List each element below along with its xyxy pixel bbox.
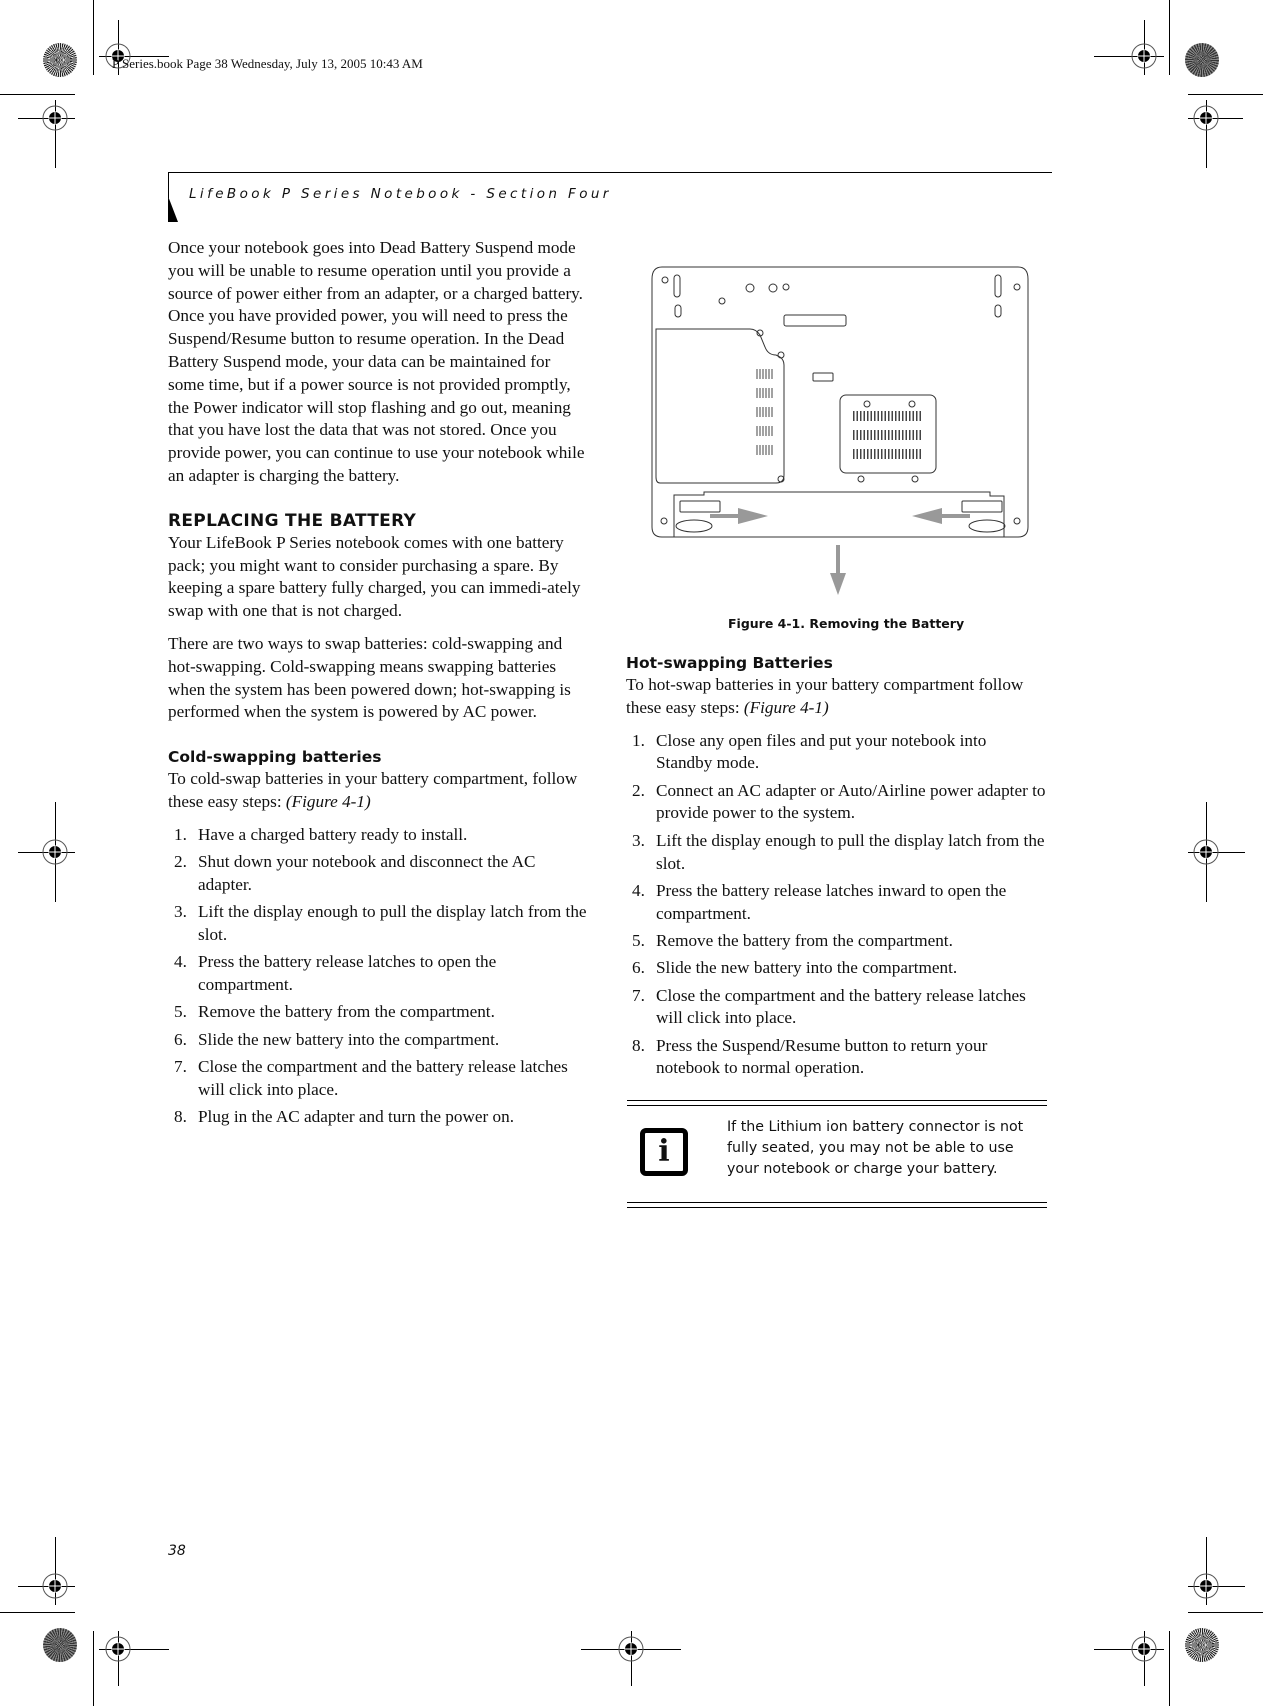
cold-swap-intro <box>168 768 588 814</box>
section-heading: REPLACING THE BATTERY <box>168 510 417 531</box>
step-text: Have a charged battery ready to install. <box>198 824 468 844</box>
figure-reference: (Figure 4-1) <box>743 697 829 717</box>
step-number: 8. <box>174 1107 187 1126</box>
registration-mark-icon <box>1193 839 1219 865</box>
registration-mark-icon <box>1131 43 1157 69</box>
registration-mark-icon <box>1193 1573 1219 1599</box>
figure-reference: (Figure 4-1) <box>285 791 371 811</box>
starburst-target-icon <box>1185 43 1219 77</box>
list-item <box>168 851 588 897</box>
list-item <box>626 880 1046 926</box>
header-rule <box>168 172 169 198</box>
starburst-target-icon <box>43 43 77 77</box>
step-text: Press the battery release latches inward to open the compartment. <box>656 880 1007 923</box>
step-text: Slide the new battery into the compartment. <box>656 958 958 978</box>
crop-line <box>1169 1631 1170 1706</box>
list-item <box>626 830 1046 876</box>
step-text: Press the Suspend/Resume button to return your notebook to normal operation. <box>656 1035 988 1078</box>
step-number: 3. <box>632 830 645 850</box>
step-number: 4. <box>174 952 187 972</box>
hot-swap-steps <box>626 730 1046 1081</box>
registration-mark-icon <box>42 105 68 131</box>
step-number: 7. <box>174 1056 187 1076</box>
note-rule <box>627 1202 1047 1203</box>
list-item <box>168 901 588 947</box>
list-item <box>168 824 588 847</box>
registration-mark-icon <box>42 839 68 865</box>
step-text: Close the compartment and the battery release latches will click into place. <box>656 985 1026 1028</box>
crop-line <box>1188 94 1263 95</box>
step-number: 2. <box>174 852 187 872</box>
section-paragraph: There are two ways to swap batteries: cold-swapping and hot-swapping. Cold-swapping means swapping batteries when the system has been powered down; hot-swapping is performed when the system is powered by AC power. <box>168 633 571 722</box>
step-number: 1. <box>174 824 187 844</box>
running-header: LifeBook P Series Notebook - Section Four <box>189 186 612 202</box>
note-text: If the Lithium ion battery connector is not fully seated, you may not be able to use your notebook or charge your battery. <box>727 1119 1024 1177</box>
step-number: 2. <box>632 780 645 800</box>
note-rule <box>627 1207 1047 1208</box>
registration-mark-icon <box>42 1573 68 1599</box>
step-text: Lift the display enough to pull the display latch from the slot. <box>198 902 587 944</box>
step-text: Plug in the AC adapter and turn the power on. <box>198 1107 514 1126</box>
step-number: 7. <box>632 985 645 1005</box>
note-rule <box>627 1105 1047 1106</box>
cold-swap-steps <box>168 824 588 1129</box>
crop-line <box>93 1631 94 1706</box>
list-item <box>626 957 1046 980</box>
list-item <box>168 1106 588 1129</box>
list-item <box>626 780 1046 826</box>
left-column <box>168 237 588 1133</box>
step-number: 5. <box>174 1002 187 1022</box>
list-item <box>626 1035 1046 1081</box>
list-item <box>626 985 1046 1031</box>
registration-mark-icon <box>618 1636 644 1662</box>
step-number: 1. <box>632 730 645 750</box>
step-text: Close the compartment and the battery release latches will click into place. <box>198 1056 568 1099</box>
header-tab-marker <box>168 196 178 222</box>
starburst-target-icon <box>1185 1628 1219 1662</box>
step-text: Lift the display enough to pull the display latch from the slot. <box>656 830 1045 873</box>
crop-line <box>1169 0 1170 75</box>
step-text: Close any open files and put your notebook into Standby mode. <box>656 730 987 773</box>
starburst-target-icon <box>43 1628 77 1662</box>
list-item <box>626 930 1046 953</box>
step-number: 5. <box>632 930 645 950</box>
print-slug: P Series.book Page 38 Wednesday, July 13, 2005 10:43 AM <box>112 56 423 71</box>
step-text: Shut down your notebook and disconnect the AC adapter. <box>198 852 536 894</box>
list-item <box>168 1056 588 1102</box>
step-number: 3. <box>174 902 187 922</box>
step-text: Connect an AC adapter or Auto/Airline power adapter to provide power to the system. <box>656 780 1046 823</box>
intro-paragraph: Once your notebook goes into Dead Battery Suspend mode you will be unable to resume operation until you provide a source of power either from an adapter, or a charged battery. Once you have provided power, you will need to press the Suspend/Resume button to resume operation. In the Dead Battery Suspend mode, your data can be maintained for some time, but if a power source is not provided promptly, the Power indicator will stop flashing and go out, meaning that you have lost the data that was not stored. Once you provide power, you can continue to use your notebook while an adapter is charging the battery. <box>168 238 585 485</box>
crop-line <box>93 0 94 75</box>
registration-mark-icon <box>1131 1636 1157 1662</box>
step-text: Slide the new battery into the compartment. <box>198 1029 500 1049</box>
step-number: 6. <box>174 1029 187 1049</box>
step-number: 8. <box>632 1035 645 1055</box>
page-number: 38 <box>168 1543 186 1559</box>
registration-mark-icon <box>1193 105 1219 131</box>
header-rule <box>168 172 1052 173</box>
list-item <box>626 730 1046 776</box>
note-rule <box>627 1100 1047 1101</box>
step-number: 6. <box>632 958 645 978</box>
figure-caption: Figure 4-1. Removing the Battery <box>728 616 965 631</box>
list-item <box>168 1029 588 1052</box>
hot-swap-intro <box>626 674 1046 720</box>
list-item <box>168 951 588 997</box>
laptop-underside-figure <box>650 265 1030 595</box>
step-number: 4. <box>632 880 645 900</box>
hot-swap-intro-text: To hot-swap batteries in your battery compartment follow these easy steps: <box>626 675 1024 717</box>
crop-line <box>0 1612 75 1613</box>
list-item <box>168 1001 588 1024</box>
right-column <box>626 652 1046 1085</box>
info-icon: i <box>640 1128 688 1176</box>
crop-line <box>0 94 75 95</box>
registration-mark-icon <box>105 1636 131 1662</box>
step-text: Remove the battery from the compartment. <box>198 1002 495 1022</box>
crop-line <box>1188 1612 1263 1613</box>
cold-swap-heading: Cold-swapping batteries <box>168 748 382 767</box>
step-text: Press the battery release latches to open the compartment. <box>198 952 497 995</box>
section-paragraph: Your LifeBook P Series notebook comes with one battery pack; you might want to consider purchasing a spare. By keeping a spare battery fully charged, you can immedi-ately swap with one that is not charged. <box>168 532 581 621</box>
cold-swap-intro-text: To cold-swap batteries in your battery compartment, follow these easy steps: <box>168 769 578 811</box>
hot-swap-heading: Hot-swapping Batteries <box>626 654 833 672</box>
step-text: Remove the battery from the compartment. <box>656 930 953 950</box>
